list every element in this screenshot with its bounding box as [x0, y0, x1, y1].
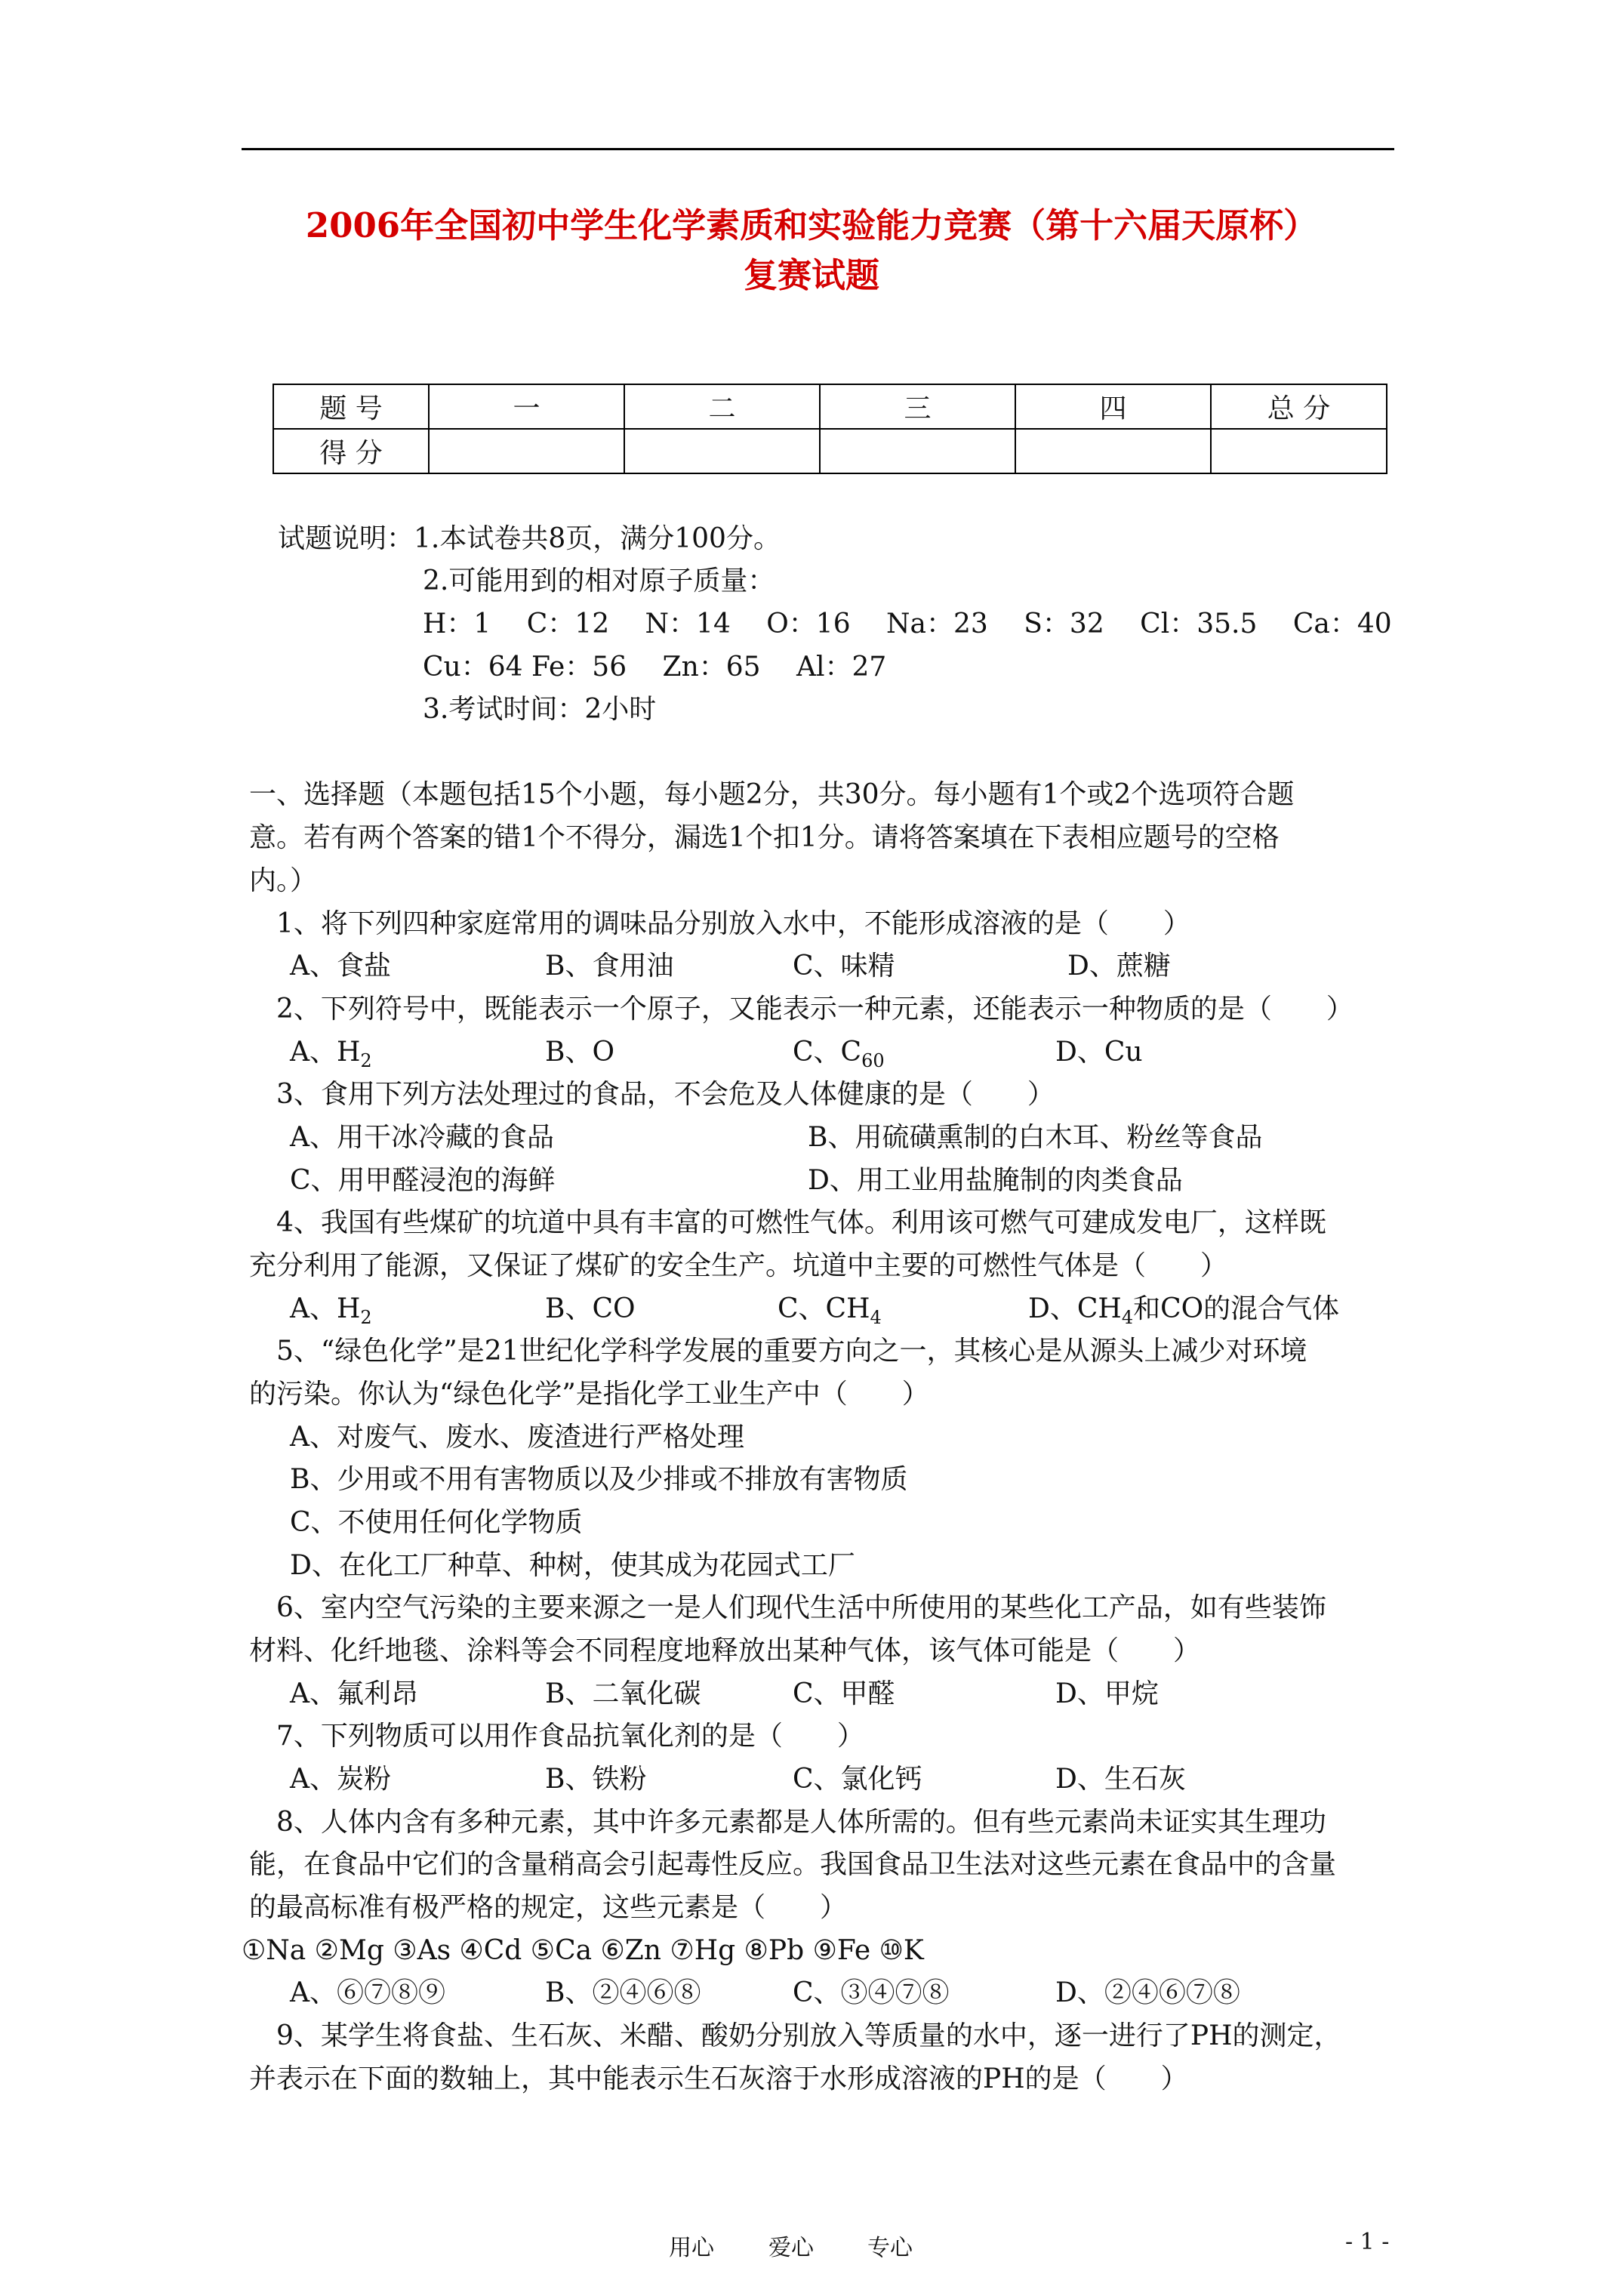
q4-option-d-text: D、CH [1028, 1293, 1122, 1324]
q8-option-c: C、③④⑦⑧ [793, 1977, 950, 2008]
q5-option-d: D、在化工厂种草、种树，使其成为花园式工厂 [290, 1550, 855, 1581]
section-intro-line-2: 意。若有两个答案的错1个不得分，漏选1个扣1分。请将答案填在下表相应题号的空格 [249, 822, 1280, 853]
instructions-line-2: 2.可能用到的相对原子质量： [423, 566, 775, 596]
q3-option-a: A、用干冰冷藏的食品 [290, 1122, 554, 1153]
question-4-line-2: 充分利用了能源，又保证了煤矿的安全生产。坑道中主要的可燃性气体是（ ） [249, 1250, 1228, 1281]
question-3: 3、食用下列方法处理过的食品，不会危及人体健康的是（ ） [276, 1079, 1055, 1110]
question-7: 7、下列物质可以用作食品抗氧化剂的是（ ） [276, 1721, 864, 1752]
page-number: - 1 - [1345, 2229, 1390, 2255]
instructions-atomic-masses-1: H：1 C：12 N：14 O：16 Na：23 S：32 Cl：35.5 Ca：40 [423, 609, 1392, 639]
q7-option-c: C、氯化钙 [793, 1764, 922, 1795]
score-table-cell: 总 分 [1211, 384, 1387, 429]
question-6-line-2: 材料、化纤地毯、涂料等会不同程度地释放出某种气体，该气体可能是（ ） [249, 1635, 1201, 1666]
q6-option-a: A、氟利昂 [290, 1678, 418, 1709]
q2-option-a-text: A、H [290, 1037, 361, 1068]
score-table-header-row [273, 384, 1387, 429]
footer-motto-1: 用心 [669, 2235, 714, 2261]
q4-option-d-subscript: 4 [1121, 1307, 1134, 1328]
question-8-line-3: 的最高标准有极严格的规定，这些元素是（ ） [249, 1892, 848, 1923]
question-8-line-1: 8、人体内含有多种元素，其中许多元素都是人体所需的。但有些元素尚未证实其生理功 [276, 1807, 1326, 1838]
q2-option-a [290, 1039, 372, 1070]
instructions-line-5: 3.考试时间：2小时 [423, 694, 657, 725]
question-2: 2、下列符号中，既能表示一个原子，又能表示一种元素，还能表示一种物质的是（ ） [276, 994, 1354, 1025]
score-table-cell: 三 [820, 384, 1015, 429]
section-intro-line-3: 内。） [249, 865, 318, 896]
score-table-cell: 题 号 [273, 384, 429, 429]
score-table-score-row [273, 429, 1387, 473]
q7-option-b: B、铁粉 [545, 1764, 647, 1795]
q4-option-a [290, 1293, 372, 1328]
q4-option-c-text: C、CH [778, 1293, 870, 1324]
score-table-cell: 得 分 [273, 429, 429, 473]
score-table-cell [429, 429, 624, 473]
q1-option-a: A、食盐 [290, 951, 391, 982]
q8-option-d: D、②④⑥⑦⑧ [1055, 1977, 1240, 2008]
q2-option-c-subscript: 60 [861, 1050, 885, 1071]
q4-option-c-subscript: 4 [870, 1307, 882, 1328]
q2-option-c [793, 1039, 885, 1070]
q5-option-b: B、少用或不用有害物质以及少排或不排放有害物质 [290, 1464, 908, 1495]
q3-option-c: C、用甲醛浸泡的海鲜 [290, 1165, 556, 1196]
question-9-line-1: 9、某学生将食盐、生石灰、米醋、酸奶分别放入等质量的水中，逐一进行了PH的测定， [276, 2020, 1341, 2051]
footer-motto-2: 爱心 [768, 2235, 814, 2261]
q1-option-d: D、蔗糖 [1067, 951, 1171, 982]
q4-option-a-text: A、H [290, 1293, 361, 1324]
q2-option-b: B、O [545, 1037, 614, 1068]
question-6-line-1: 6、室内空气污染的主要来源之一是人们现代生活中所使用的某些化工产品，如有些装饰 [276, 1592, 1326, 1623]
q1-option-b: B、食用油 [545, 951, 674, 982]
q6-option-b: B、二氧化碳 [545, 1678, 701, 1709]
question-8-line-2: 能，在食品中它们的含量稍高会引起毒性反应。我国食品卫生法对这些元素在食品中的含量 [249, 1849, 1337, 1880]
q5-option-c: C、不使用任何化学物质 [290, 1507, 583, 1538]
q4-option-c [778, 1293, 882, 1328]
q6-option-d: D、甲烷 [1055, 1678, 1159, 1709]
score-table-cell: 二 [624, 384, 820, 429]
q5-option-a: A、对废气、废水、废渣进行严格处理 [290, 1422, 744, 1453]
exam-subtitle: 复赛试题 [743, 255, 879, 295]
q3-option-b: B、用硫磺熏制的白木耳、粉丝等食品 [808, 1122, 1263, 1153]
exam-title: 2006年全国初中学生化学素质和实验能力竞赛（第十六届天原杯） [305, 205, 1318, 245]
q2-option-d: D、Cu [1055, 1037, 1143, 1068]
section-intro-line-1: 一、选择题（本题包括15个小题，每小题2分，共30分。每小题有1个或2个选项符合题 [249, 779, 1295, 810]
q4-option-d-tail: 和CO的混合气体 [1133, 1293, 1340, 1324]
instructions-atomic-masses-2: Cu：64 Fe：56 Zn：65 Al：27 [423, 652, 887, 683]
score-table [273, 384, 1387, 474]
q7-option-a: A、炭粉 [290, 1764, 391, 1795]
footer-motto-3: 专心 [867, 2235, 913, 2261]
q7-option-d: D、生石灰 [1055, 1764, 1186, 1795]
header-rule [242, 148, 1394, 150]
q8-option-b: B、②④⑥⑧ [545, 1977, 701, 2008]
q3-option-d: D、用工业用盐腌制的肉类食品 [808, 1165, 1183, 1196]
q4-option-b: B、CO [545, 1293, 636, 1324]
question-5-line-1: 5、“绿色化学”是21世纪化学科学发展的重要方向之一，其核心是从源头上减少对环境 [276, 1336, 1307, 1367]
score-table-cell [624, 429, 820, 473]
question-9-line-2: 并表示在下面的数轴上，其中能表示生石灰溶于水形成溶液的PH的是（ ） [249, 2063, 1188, 2094]
score-table-cell [820, 429, 1015, 473]
score-table-cell [1015, 429, 1211, 473]
question-5-line-2: 的污染。你认为“绿色化学”是指化学工业生产中（ ） [249, 1379, 929, 1410]
q4-option-a-subscript: 2 [360, 1307, 372, 1328]
question-4-line-1: 4、我国有些煤矿的坑道中具有丰富的可燃性气体。利用该可燃气可建成发电厂，这样既 [276, 1207, 1326, 1238]
q6-option-c: C、甲醛 [793, 1678, 895, 1709]
q2-option-a-subscript: 2 [360, 1050, 372, 1071]
question-1: 1、将下列四种家庭常用的调味品分别放入水中，不能形成溶液的是（ ） [276, 908, 1190, 939]
q8-option-a: A、⑥⑦⑧⑨ [290, 1977, 445, 2008]
score-table-cell: 四 [1015, 384, 1211, 429]
instructions-line-1: 试题说明：1.本试卷共8页，满分100分。 [278, 523, 781, 554]
q8-element-list: ①Na ②Mg ③As ④Cd ⑤Ca ⑥Zn ⑦Hg ⑧Pb ⑨Fe ⑩K [242, 1935, 924, 1966]
q2-option-c-text: C、C [793, 1037, 862, 1068]
q1-option-c: C、味精 [793, 951, 895, 982]
q4-option-d [1028, 1293, 1340, 1328]
score-table-cell: 一 [429, 384, 624, 429]
score-table-cell [1211, 429, 1387, 473]
